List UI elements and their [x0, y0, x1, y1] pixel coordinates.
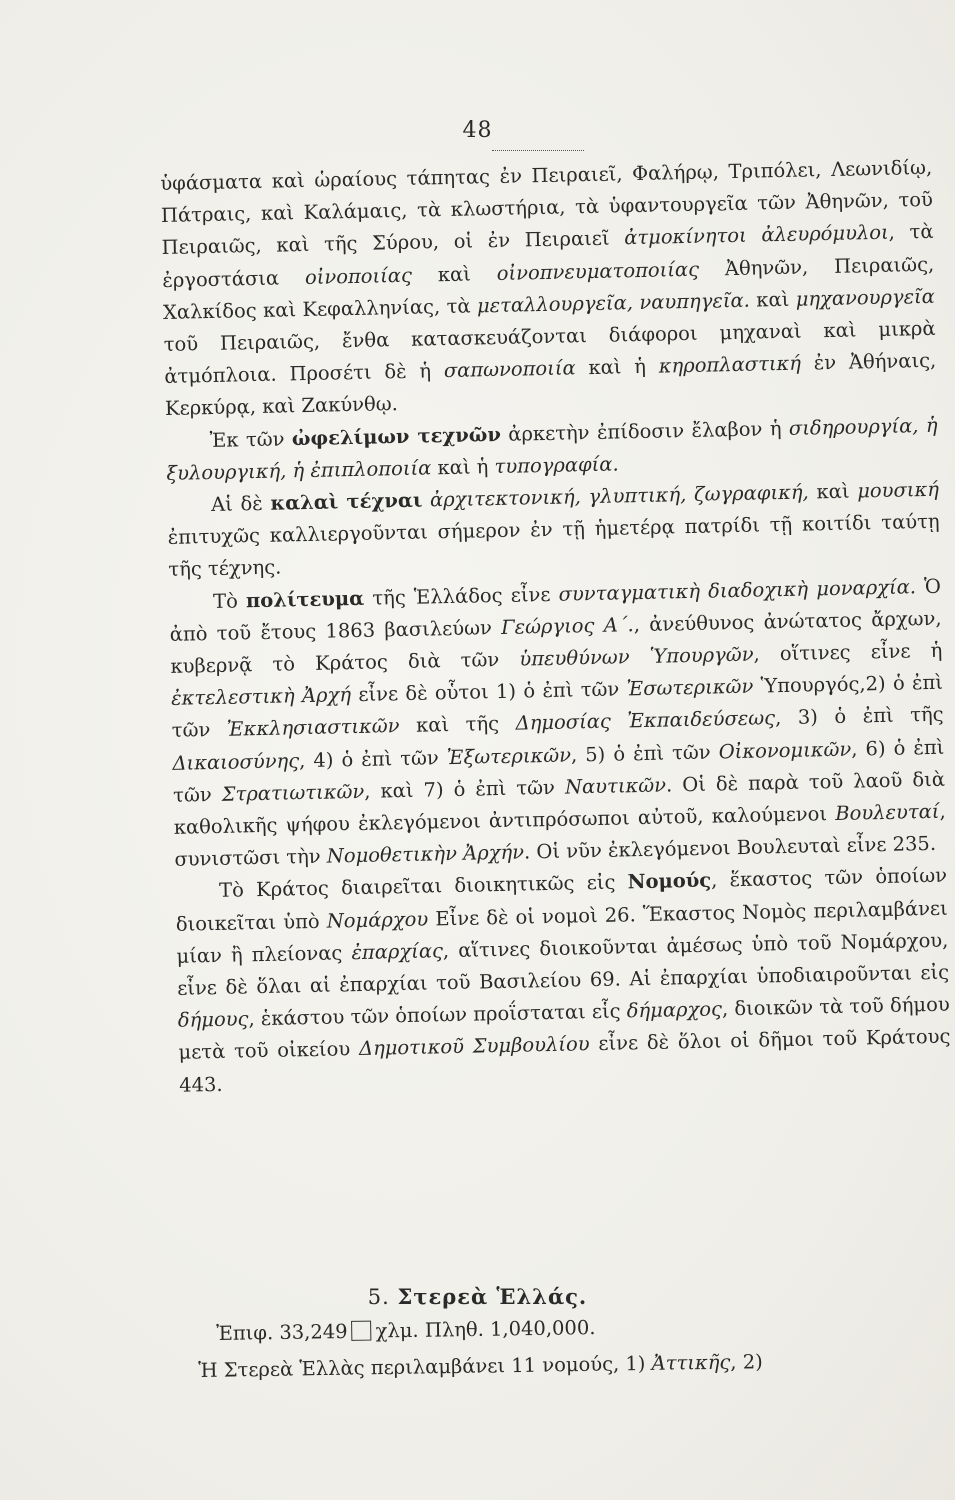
italic-term: Νομοθετικὴν Ἀρχήν [326, 840, 525, 868]
text-span: Ἀθηνῶν, Πειραιῶς, Χαλκίδος καὶ Κεφαλληνίας, τὰ [162, 252, 935, 324]
italic-term: μηχανουργεῖα [795, 284, 936, 311]
italic-term: μουσική [856, 477, 940, 503]
body-text [160, 152, 951, 1102]
paragraph-administration [175, 860, 952, 1102]
italic-term: Νομάρχου [326, 907, 429, 933]
square-symbol-icon [351, 1321, 371, 1341]
italic-term: Δικαιοσύνης [172, 748, 300, 775]
italic-term: τυπογραφία. [494, 452, 619, 478]
paragraph-industries [160, 152, 937, 426]
text-span: καὶ ἡ [431, 454, 495, 480]
text-span: , 5) ὁ ἐπὶ τῶν [570, 740, 719, 767]
italic-term: Δημοτικοῦ Συμβουλίου [358, 1032, 590, 1061]
italic-term: δήμους [177, 1007, 249, 1033]
italic-term: Οἰκονομικῶν [718, 737, 852, 764]
italic-term: μεταλλουργεῖα, ναυπηγεῖα. [476, 288, 751, 318]
paragraph-polity [169, 570, 947, 876]
text-span: ἀρκετὴν ἐπίδοσιν ἔλαβον ἡ [500, 416, 790, 446]
text-span: . Οἱ δὲ παρὰ τοῦ λαοῦ διὰ καθολικῆς ψήφου ἐκλεγόμενοι ἀντιπρόσωποι αὐτοῦ, καλούμενοι [173, 767, 946, 839]
italic-term: Ἀττικῆς [651, 1350, 731, 1375]
text-span: καὶ [808, 479, 858, 504]
italic-term: σαπωνοποιία [443, 356, 576, 383]
text-span: εἶνε δὲ ὅλοι οἱ δῆμοι τοῦ Κράτους 443. [178, 1025, 951, 1097]
stats-line [216, 1307, 936, 1350]
text-span: καὶ [411, 261, 497, 287]
italic-term: Δημοσίας Ἐκπαιδεύσεως [515, 706, 776, 736]
population: Πληθ. 1,040,000. [424, 1316, 596, 1342]
text-span: , ἀνεύθυνος ἀνώτατος ἄρχων, κυβερνᾷ τὸ Κράτος διὰ τῶν [170, 606, 942, 678]
text-span: , αἵτινες διοικοῦνται ἀμέσως ὑπὸ τοῦ Νομάρχου, εἶνε δὲ ὅλαι αἱ ἐπαρχίαι τοῦ Βασιλείου 69. Αἱ ἐπαρχίαι ὑποδιαιροῦνται εἰς [176, 928, 950, 1000]
text-span: τῆς Ἑλλάδος εἶνε [363, 582, 559, 610]
italic-term: Ἐξωτερικῶν [446, 743, 572, 769]
page-number-rule [492, 150, 584, 151]
section-title: Στερεὰ Ἑλλάς. [397, 1284, 588, 1309]
bold-term: ὠφελίμων τεχνῶν [291, 422, 502, 450]
italic-term: Ἐκκλησιαστικῶν [226, 714, 400, 742]
text-span: , 2) [730, 1350, 763, 1374]
text-span: , οἵτινες εἶνε ἡ [753, 638, 943, 666]
text-span: Ὑπουργός,2) ὁ ἐπὶ τῶν [171, 670, 944, 743]
text-span: , 4) ὁ ἐπὶ τῶν [298, 745, 448, 772]
italic-term: Βουλευταί [835, 799, 940, 826]
text-span: , συνιστῶσι τὴν [174, 799, 946, 872]
italic-term: συνταγματικὴ διαδοχικὴ μοναρχία. [558, 574, 917, 606]
italic-term: ὑπευθύνων Ὑπουργῶν [519, 642, 754, 671]
text-span: , διοικῶν τὰ τοῦ δήμου μετὰ τοῦ οἰκείου [178, 992, 950, 1065]
text-span: Τὸ [212, 588, 247, 613]
text-span: , ἕκαστος τῶν ὁποίων διοικεῖται ὑπὸ [175, 864, 948, 936]
text-span: , ἑκάστου τῶν ὁποίων προΐσταται εἷς [248, 999, 628, 1031]
italic-term: οἰνοπνευματοποιίας [496, 257, 700, 285]
text-span: ὑφάσματα καὶ ὡραίους τάπητας ἐν Πειραιεῖ, Φαλήρῳ, Τριπόλει, Λεωνιδίῳ, Πάτραις, καὶ Καλάμαις, τὰ κλωστήρια, τὰ ὑφαντουργεῖα τῶν Ἀθηνῶν, τοῦ Πειραιῶς, καὶ τῆς Σύρου, οἱ ἐν Πειραιεῖ [160, 155, 934, 260]
italic-term: ἐπαρχίας [351, 939, 444, 965]
text-span: Ἐκ τῶν [209, 426, 293, 452]
text-span: εἶνε δὲ οὗτοι 1) ὁ ἐπὶ τῶν [350, 677, 627, 707]
text-span: , καὶ 7) ὁ ἐπὶ τῶν [363, 775, 566, 803]
area-unit: χλμ. [375, 1318, 419, 1343]
text-span: Ὁ ἀπὸ τοῦ ἔτους 1863 βασιλεύων [169, 574, 942, 646]
text-span: Εἶνε δὲ οἱ νομοὶ 26. Ἕκαστος Νομὸς περιλαμβάνει μίαν ἢ πλείονας [176, 896, 948, 968]
stats-line-2 [198, 1343, 938, 1387]
bold-term: καλαὶ τέχναι [270, 488, 423, 515]
text-span: τοῦ Πειραιῶς, ἔνθα κατασκευάζονται διάφοροι μηχαναὶ καὶ μικρὰ ἀτμόπλοια. Προσέτι δὲ ἡ [163, 316, 936, 389]
italic-term: Ναυτικῶν [564, 773, 667, 799]
text-span: καὶ [749, 287, 796, 312]
italic-term: κηροπλαστική [658, 351, 802, 378]
text-span: ἐν Ἀθήναις, Κερκύρᾳ, καὶ Ζακύνθῳ. [164, 349, 937, 421]
section-number: 5. [367, 1285, 390, 1309]
italic-term: ἐκτελεστικὴ Ἀρχή [170, 683, 352, 711]
italic-term: Στρατιωτικῶν [221, 779, 365, 806]
text-span: , 6) ὁ ἐπὶ τῶν [172, 735, 945, 807]
page-number: 48 [462, 118, 493, 143]
text-span: , 3) ὁ ἐπὶ τῆς [774, 703, 944, 730]
area-label: Ἐπιφ. 33,249 [216, 1319, 348, 1345]
text-span: Αἱ δὲ [210, 491, 271, 517]
italic-term: ἀτμοκίνητοι ἀλευρόμυλοι [623, 221, 889, 250]
text-span: Ἡ Στερεὰ Ἑλλὰς περιλαμβάνει 11 νομούς, 1) [198, 1351, 652, 1382]
text-span: , τὰ ἐργοστάσια [162, 220, 934, 292]
italic-term: Ἐσωτερικῶν [626, 674, 754, 701]
bold-term: πολίτευμα [245, 586, 365, 612]
italic-term: Γεώργιος Α΄. [500, 613, 634, 639]
bold-term: Νομούς [627, 869, 712, 894]
text-span: καὶ ἡ [575, 354, 660, 380]
italic-term: οἰνοποιίας [304, 263, 413, 289]
italic-term: δήμαρχος [626, 997, 723, 1023]
text-span: . Οἱ νῦν ἐκλεγόμενοι Βουλευταὶ εἶνε 235. [523, 832, 937, 864]
paragraph-fine-arts [167, 474, 941, 587]
text-span: Τὸ Κράτος διαιρεῖται διοικητικῶς εἰς [218, 870, 628, 903]
text-span: ἐπιτυχῶς καλλιεργοῦνται σήμερον ἐν τῇ ἡμετέρᾳ πατρίδι τῇ κοιτίδι ταύτῃ τῆς τέχνης. [167, 509, 940, 582]
italic-term: ἀρχιτεκτονική, γλυπτική, ζωγραφική, [422, 480, 809, 512]
text-span: καὶ τῆς [399, 712, 516, 738]
italic-term: σιδηρουργία, ἡ ξυλουργική, ἡ ἐπιπλοποιία [166, 413, 938, 485]
section-heading [0, 1284, 955, 1309]
